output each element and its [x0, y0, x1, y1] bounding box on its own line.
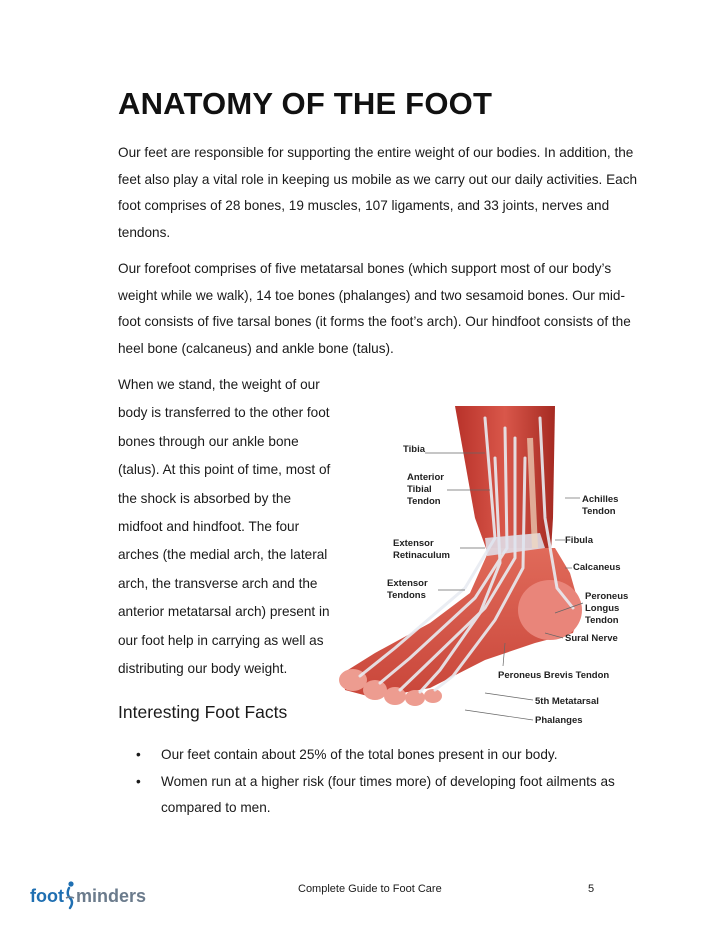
page-number: 5 — [588, 883, 595, 895]
logo-text-right: minders — [76, 886, 147, 906]
bullet-icon: • — [136, 747, 141, 762]
label-phalanges: Phalanges — [535, 715, 583, 726]
list-item-text: Our feet contain about 25% of the total bones present in our body. — [161, 747, 558, 762]
label-fifth-metatarsal: 5th Metatarsal — [535, 696, 599, 707]
label-achilles-1: Achilles — [582, 494, 619, 505]
section-heading: Interesting Foot Facts — [118, 702, 288, 722]
label-extensor-retinaculum-1: Extensor — [393, 538, 434, 549]
label-anterior-tibial-tendon-1: Anterior — [407, 472, 444, 483]
footminders-logo — [30, 876, 147, 914]
list-item — [118, 769, 638, 822]
label-peroneus-longus-2: Longus — [585, 603, 620, 614]
label-calcaneus: Calcaneus — [573, 562, 621, 573]
label-extensor-retinaculum-2: Retinaculum — [393, 550, 451, 561]
page-title: ANATOMY OF THE FOOT — [118, 86, 493, 121]
label-anterior-tibial-tendon-3: Tendon — [407, 496, 441, 507]
label-achilles-2: Tendon — [582, 506, 616, 517]
intro-paragraph: Our feet are responsible for supporting the entire weight of our bodies. In addition, the feet also play a vital role in keeping us mobile as we carry out our daily activities. Each foot comprises of 28 bones, 19 muscles, 107 ligaments, and 33 joints, nerves and tendons. — [118, 145, 638, 240]
label-peroneus-longus-1: Peroneus — [585, 591, 629, 602]
label-peroneus-longus-3: Tendon — [585, 615, 619, 626]
label-extensor-tendons-2: Tendons — [387, 590, 426, 601]
forefoot-paragraph: Our forefoot comprises of five metatarsal bones (which support most of our body’s weight while we walk), 14 toe bones (phalanges) and two sesamoid bones. Our mid-foot consists of five tarsal bones (it forms the foot’s arch). Our hindfoot consists of the heel bone (calcaneus) and ankle bone (talus). — [118, 261, 631, 356]
weight-distribution-paragraph: When we stand, the weight of our body is transferred to the other foot bones through our ankle bone (talus). At this point of time, most of the shock is absorbed by the midfoot and hindfoot. The four arches (the medial arch, the lateral arch, the transverse arch and the anterior metatarsal arch) present in our foot help in carrying as well as distributing our body weight. — [118, 377, 331, 677]
label-tibia: Tibia — [403, 444, 425, 455]
label-peroneus-brevis-tendon: Peroneus Brevis Tendon — [498, 670, 610, 681]
logo-figure-icon — [66, 881, 74, 908]
foot-anatomy-illustration — [335, 398, 635, 728]
label-anterior-tibial-tendon-2: Tibial — [407, 484, 432, 495]
bullet-icon: • — [136, 773, 141, 789]
label-extensor-tendons-1: Extensor — [387, 578, 428, 589]
logo-text-left: foot — [30, 886, 64, 906]
label-sural-nerve: Sural Nerve — [565, 633, 618, 644]
list-item-text: Women run at a higher risk (four times more) of developing foot ailments as compared to men. — [161, 773, 615, 816]
label-fibula: Fibula — [565, 535, 593, 546]
list-item — [118, 742, 638, 769]
foot-facts-list — [118, 742, 638, 822]
footer-title: Complete Guide to Foot Care — [298, 883, 442, 895]
